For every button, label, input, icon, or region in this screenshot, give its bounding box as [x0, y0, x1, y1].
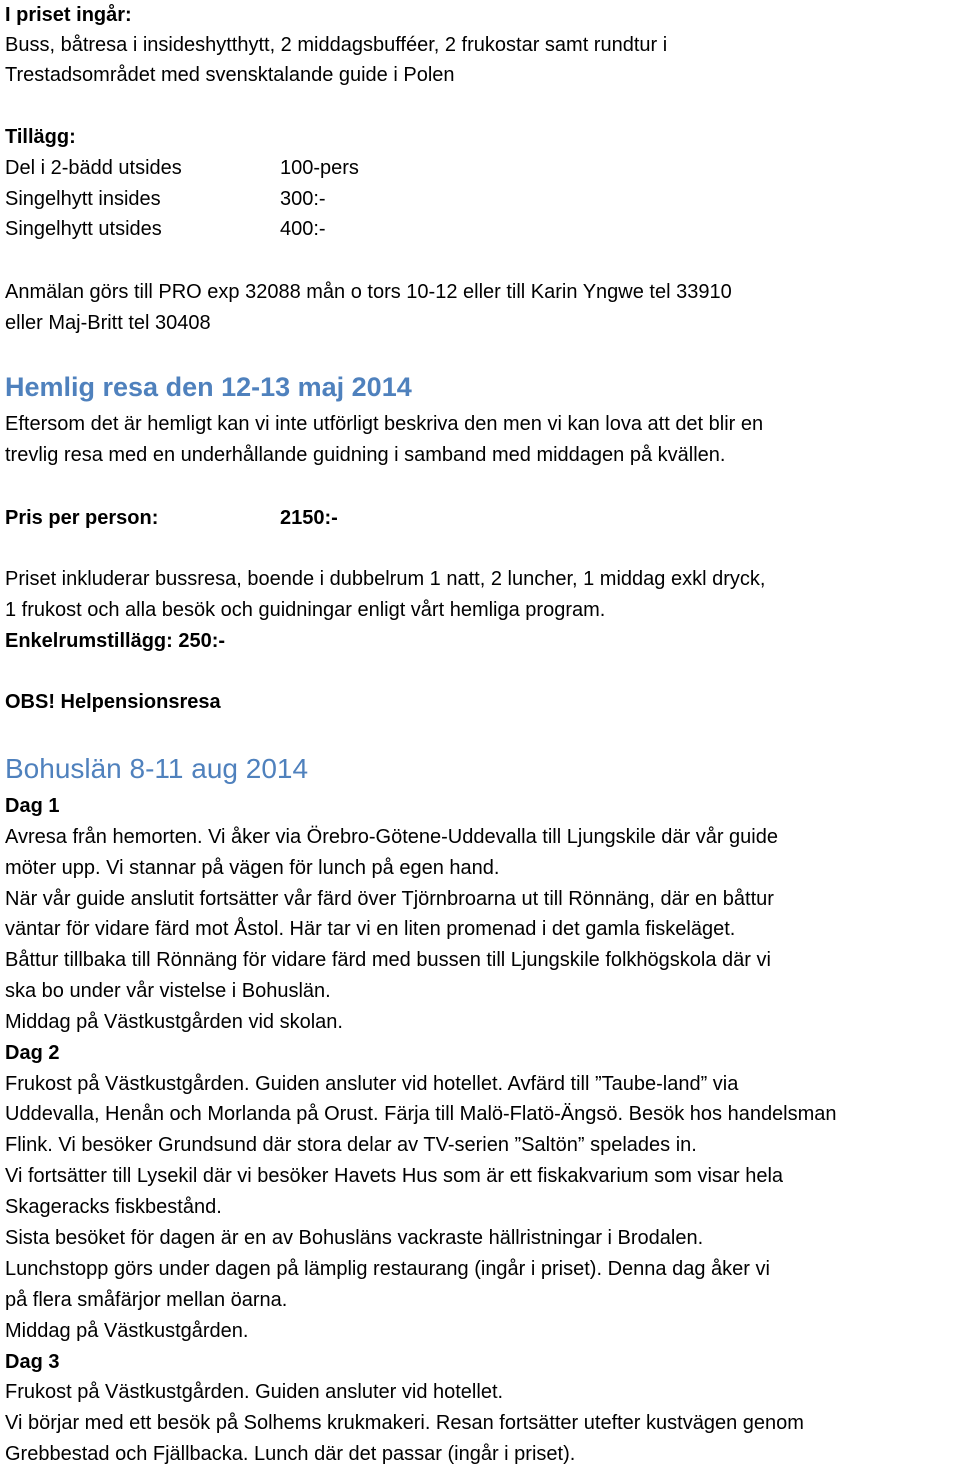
dag2-line: Lunchstopp görs under dagen på lämplig restaurang (ingår i priset). Denna dag åker vi	[5, 1258, 770, 1280]
includes-line: Priset inkluderar bussresa, boende i dubbelrum 1 natt, 2 luncher, 1 middag exkl dryck,	[5, 568, 766, 590]
tillagg-row	[5, 216, 905, 242]
dag2-line: Middag på Västkustgården.	[5, 1320, 249, 1342]
dag2-line: på flera småfärjor mellan öarna.	[5, 1289, 288, 1311]
dag1-line: ska bo under vår vistelse i Bohuslän.	[5, 980, 331, 1002]
tillagg-row	[5, 186, 905, 212]
dag1-heading: Dag 1	[5, 795, 60, 817]
dag1-line: möter upp. Vi stannar på vägen för lunch på egen hand.	[5, 857, 500, 879]
intro-line: Buss, båtresa i insideshytthytt, 2 middagsbufféer, 2 frukostar samt rundtur i	[5, 34, 668, 56]
hemlig-title: Hemlig resa den 12-13 maj 2014	[5, 372, 412, 402]
dag3-line: Vi börjar med ett besök på Solhems krukmakeri. Resan fortsätter utefter kustvägen genom	[5, 1412, 804, 1434]
price-value: 2150:-	[280, 507, 338, 529]
tillagg-label: Singelhytt insides	[5, 188, 161, 210]
dag2-line: Sista besöket för dagen är en av Bohusläns vackraste hällristningar i Brodalen.	[5, 1227, 704, 1249]
obs-line: OBS! Helpensionsresa	[5, 691, 221, 713]
tillagg-price: 300:-	[280, 188, 326, 210]
price-label: Pris per person:	[5, 507, 159, 529]
dag1-line: Båttur tillbaka till Rönnäng för vidare färd med bussen till Ljungskile folkhögskola där vi	[5, 949, 771, 971]
dag2-line: Frukost på Västkustgården. Guiden ansluter vid hotellet. Avfärd till ”Taube-land” via	[5, 1073, 739, 1095]
dag3-line: Frukost på Västkustgården. Guiden ansluter vid hotellet.	[5, 1381, 504, 1403]
dag1-line: När vår guide anslutit fortsätter vår färd över Tjörnbroarna ut till Rönnäng, där en båttur	[5, 888, 774, 910]
dag1-line: Avresa från hemorten. Vi åker via Örebro-Götene-Uddevalla till Ljungskile där vår guide	[5, 826, 778, 848]
enkelrum-line: Enkelrumstillägg: 250:-	[5, 630, 226, 652]
tillagg-price: 400:-	[280, 218, 326, 240]
dag2-line: Vi fortsätter till Lysekil där vi besöker Havets Hus som är ett fiskakvarium som visar hela	[5, 1165, 784, 1187]
dag3-line: Grebbestad och Fjällbacka. Lunch där det passar (ingår i priset).	[5, 1443, 576, 1465]
dag2-line: Skageracks fiskbestånd.	[5, 1196, 222, 1218]
intro-line: Trestadsområdet med svensktalande guide i Polen	[5, 64, 455, 86]
dag1-line: väntar för vidare färd mot Åstol. Här tar vi en liten promenad i det gamla fiskeläget.	[5, 918, 736, 940]
tillagg-label: Del i 2-bädd utsides	[5, 157, 182, 179]
bohuslan-title: Bohuslän 8-11 aug 2014	[5, 753, 309, 784]
includes-line: 1 frukost och alla besök och guidningar enligt vårt hemliga program.	[5, 599, 606, 621]
dag3-heading: Dag 3	[5, 1351, 60, 1373]
dag2-line: Flink. Vi besöker Grundsund där stora delar av TV-serien ”Saltön” spelades in.	[5, 1134, 697, 1156]
dag2-line: Uddevalla, Henån och Morlanda på Orust. Färja till Malö-Flatö-Ängsö. Besök hos handelsman	[5, 1103, 837, 1125]
tillagg-price: 100-pers	[280, 157, 359, 179]
anmalan-line: eller Maj-Britt tel 30408	[5, 312, 211, 334]
intro-heading: I priset ingår:	[5, 4, 132, 26]
tillagg-row	[5, 155, 905, 181]
tillagg-heading: Tillägg:	[5, 126, 76, 148]
dag2-heading: Dag 2	[5, 1042, 60, 1064]
dag1-line: Middag på Västkustgården vid skolan.	[5, 1011, 343, 1033]
hemlig-desc: trevlig resa med en underhållande guidning i samband med middagen på kvällen.	[5, 444, 726, 466]
price-row	[5, 505, 905, 531]
tillagg-label: Singelhytt utsides	[5, 218, 162, 240]
anmalan-line: Anmälan görs till PRO exp 32088 mån o tors 10-12 eller till Karin Yngwe tel 33910	[5, 281, 732, 303]
hemlig-desc: Eftersom det är hemligt kan vi inte utförligt beskriva den men vi kan lova att det blir en	[5, 413, 764, 435]
